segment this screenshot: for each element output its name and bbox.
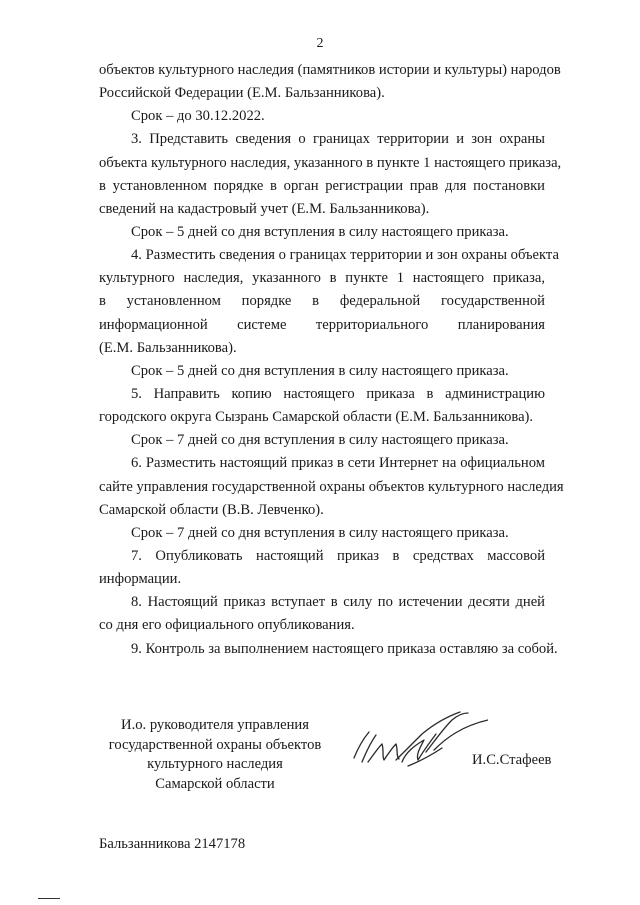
item-9-line: 9. Контроль за выполнением настоящего приказа оставляю за собой. [131,640,558,657]
footer-divider [38,898,60,899]
position-line: государственной охраны объектов [108,736,322,753]
body-line: в установленном порядке в федеральной государственной [99,293,545,310]
body-line: сведений на кадастровый учет (Е.М. Бальзанникова). [99,200,430,217]
body-line: информации. [99,571,182,588]
item-7-line: 7. Опубликовать настоящий приказ в средствах массовой [131,547,545,564]
document-body [99,59,564,661]
item-3-line: 3. Представить сведения о границах территории и зон охраны [131,131,545,148]
item-4-line: 4. Разместить сведения о границах территории и зон охраны объекта [131,247,559,264]
body-line: Самарской области (В.В. Левченко). [99,501,324,518]
body-line: Российской Федерации (Е.М. Бальзанникова). [99,85,385,102]
body-line: объектов культурного наследия (памятников истории и культуры) народов [99,62,561,78]
handwritten-signature [338,704,488,779]
executor-contact: Бальзанникова 2147178 [99,836,246,852]
deadline-line: Срок – 7 дней со дня вступления в силу настоящего приказа. [131,524,509,541]
position-line: Самарской области [155,775,275,792]
deadline-line: Срок – 7 дней со дня вступления в силу настоящего приказа. [131,432,509,449]
item-5-line: 5. Направить копию настоящего приказа в администрацию [131,385,545,402]
item-6-line: 6. Разместить настоящий приказ в сети Интернет на официальном [131,455,545,472]
body-line: объекта культурного наследия, указанного в пункте 1 настоящего приказа, [99,154,562,171]
position-line: И.о. руководителя управления [121,717,309,733]
body-line: в установленном порядке в орган регистрации прав для постановки [99,177,545,194]
position-line: культурного наследия [147,756,283,772]
signer-name: И.С.Стафеев [472,752,552,768]
deadline-line: Срок – до 30.12.2022. [131,108,265,125]
item-8-line: 8. Настоящий приказ вступает в силу по истечении десяти дней [131,594,545,611]
body-line: городского округа Сызрань Самарской области (Е.М. Бальзанникова). [99,409,534,426]
body-line: со дня его официального опубликования. [99,617,355,634]
signatory-position [100,716,330,794]
body-line: культурного наследия, указанного в пункте 1 настоящего приказа, [99,270,545,287]
body-line: сайте управления государственной охраны объектов культурного наследия [99,478,564,495]
deadline-line: Срок – 5 дней со дня вступления в силу настоящего приказа. [131,362,509,379]
deadline-line: Срок – 5 дней со дня вступления в силу настоящего приказа. [131,223,509,240]
body-line: (Е.М. Бальзанникова). [99,339,237,356]
body-line: информационной системе территориального планирования [99,316,545,333]
page-number: 2 [316,36,324,51]
